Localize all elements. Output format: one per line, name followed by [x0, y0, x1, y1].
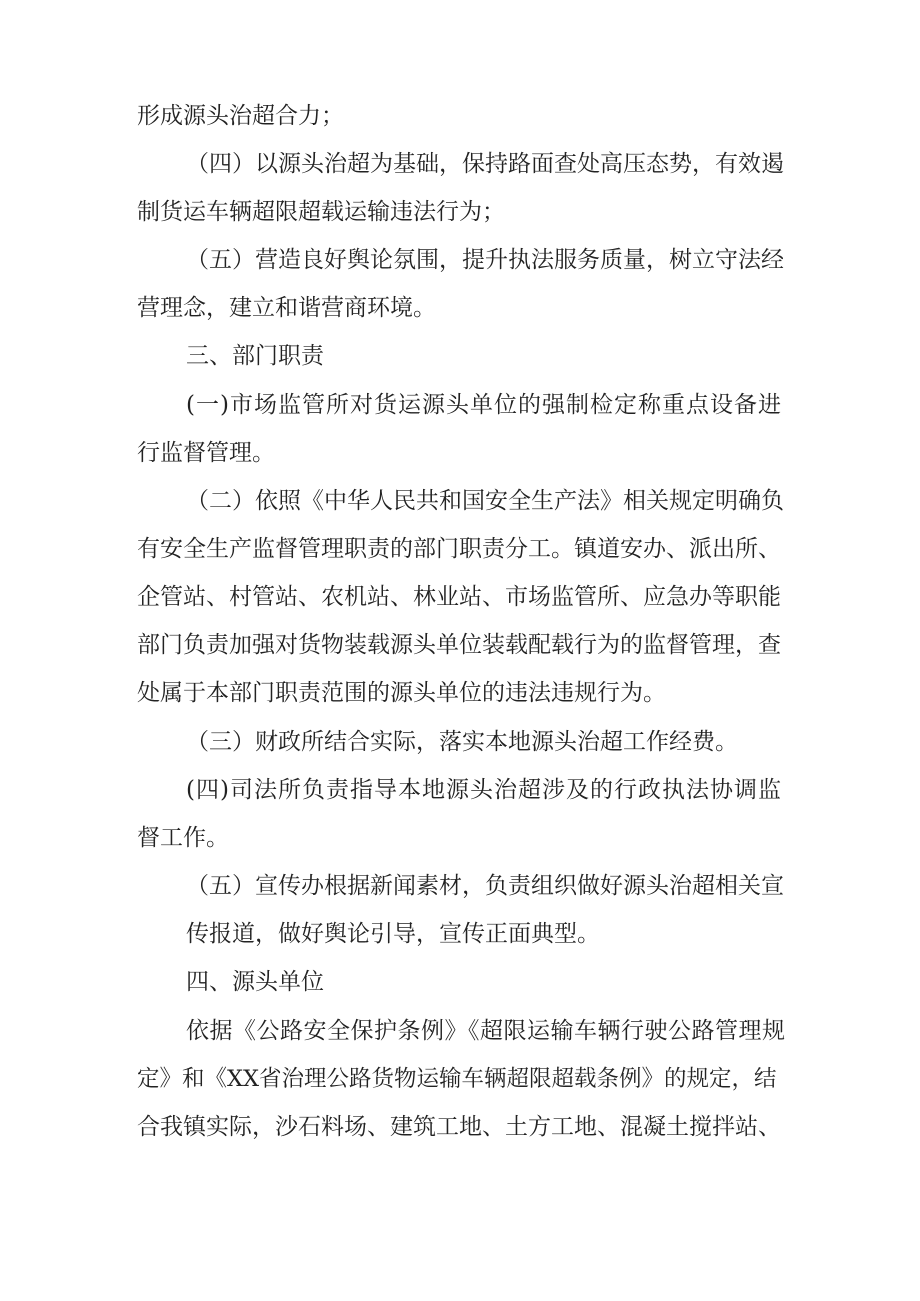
section-heading: 三、部门职责 — [186, 343, 324, 369]
text-line: （二）依照《中华人民共和国安全生产法》相关规定明确负 — [186, 488, 784, 514]
text-line: （四）以源头治超为基础，保持路面查处高压态势，有效遏 — [186, 151, 784, 177]
text-line: 处属于本部门职责范围的源头单位的违法违规行为。 — [137, 680, 666, 706]
text-line: 有安全生产监督管理职责的部门职责分工。镇道安办、派出所、 — [137, 536, 781, 562]
text-line: 企管站、村管站、农机站、林业站、市场监管所、应急办等职能 — [137, 584, 781, 610]
text-line: 传报道，做好舆论引导，宣传正面典型。 — [186, 921, 600, 947]
text-line: 形成源头治超合力； — [137, 103, 344, 129]
text-line: 依据《公路安全保护条例》《超限运输车辆行驶公路管理规 — [186, 1018, 786, 1044]
text-line: 部门负责加强对货物装载源头单位装载配载行为的监督管理，查 — [137, 632, 781, 658]
section-heading: 四、源头单位 — [186, 969, 324, 995]
text-line: 行监督管理。 — [137, 440, 275, 466]
text-line: （五）营造良好舆论氛围，提升执法服务质量，树立守法经 — [186, 247, 784, 273]
text-line: 营理念，建立和谐营商环境。 — [137, 295, 436, 321]
text-line: （五）宣传办根据新闻素材，负责组织做好源头治超相关宣 — [186, 873, 784, 899]
text-line: 督工作。 — [137, 825, 229, 851]
text-line: 制货运车辆超限超载运输违法行为； — [137, 199, 505, 225]
text-line: 定》和《XX省治理公路货物运输车辆超限超载条例》的规定，结 — [137, 1066, 777, 1092]
text-line: （三）财政所结合实际，落实本地源头治超工作经费。 — [186, 729, 738, 755]
text-line: (一)市场监管所对货运源头单位的强制检定称重点设备进 — [186, 392, 782, 418]
text-line: 合我镇实际，沙石料场、建筑工地、土方工地、混凝土搅拌站、 — [137, 1114, 781, 1140]
text-line: (四)司法所负责指导本地源头治超涉及的行政执法协调监 — [186, 777, 782, 803]
